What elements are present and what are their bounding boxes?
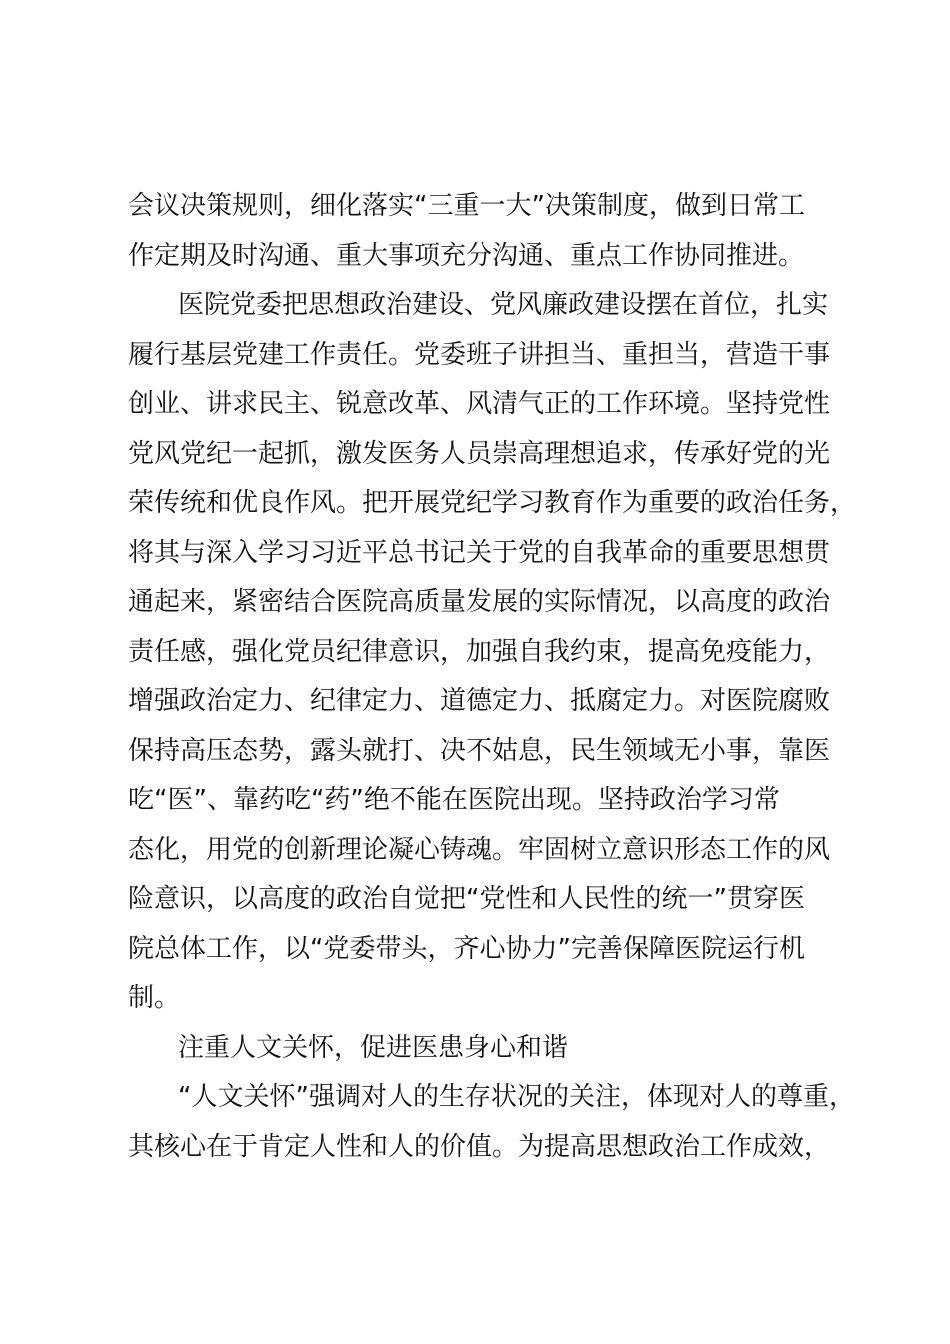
text-line: 会议决策规则，细化落实“三重一大”决策制度，做到日常工	[128, 191, 805, 221]
text-line: 将其与深入学习习近平总书记关于党的自我革命的重要思想贯	[128, 537, 831, 568]
paragraph-first-line: 医院党委把思想政治建设、党风廉政建设摆在首位，扎实	[178, 290, 829, 320]
body-text	[128, 182, 864, 1172]
paragraph-first-line: “人文关怀”强调对人的生存状况的关注，体现对人的尊重，	[178, 1082, 855, 1112]
text-line: 吃“医”、靠药吃“药”绝不能在医院出现。坚持政治学习常	[128, 785, 780, 815]
text-line: 通起来，紧密结合医院高质量发展的实际情况，以高度的政治	[128, 587, 831, 617]
text-line: 履行基层党建工作责任。党委班子讲担当、重担当，营造干事	[128, 339, 831, 370]
text-line: 荣传统和优良作风。把开展党纪学习教育作为重要的政治任务，	[128, 488, 857, 518]
section-heading: 注重人文关怀，促进医患身心和谐	[178, 1032, 569, 1063]
text-line: 其核心在于肯定人性和人的价值。为提高思想政治工作成效，	[128, 1131, 831, 1162]
text-line: 责任感，强化党员纪律意识，加强自我约束，提高免疫能力，	[128, 636, 831, 667]
text-line: 创业、讲求民主、锐意改革、风清气正的工作环境。坚持党性	[128, 389, 831, 419]
text-line: 作定期及时沟通、重大事项充分沟通、重点工作协同推进。	[128, 240, 805, 271]
text-line: 制。	[128, 983, 181, 1013]
text-line: 险意识，以高度的政治自觉把“党性和人民性的统一”贯穿医	[128, 884, 805, 914]
text-line: 态化，用党的创新理论凝心铸魂。牢固树立意识形态工作的风	[128, 834, 831, 865]
text-line: 增强政治定力、纪律定力、道德定力、抵腐定力。对医院腐败	[128, 686, 831, 716]
text-line: 党风党纪一起抓，激发医务人员崇高理想追求，传承好党的光	[128, 438, 831, 469]
text-line: 保持高压态势，露头就打、决不姑息，民生领域无小事，靠医	[128, 735, 831, 766]
text-line: 院总体工作，以“党委带头，齐心协力”完善保障医院运行机	[128, 933, 805, 964]
